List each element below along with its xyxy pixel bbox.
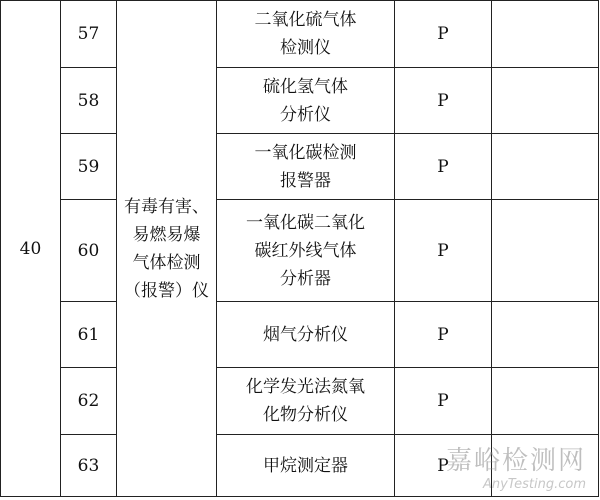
instrument-name-text: 甲烷测定器 xyxy=(263,455,348,476)
table-row xyxy=(1,68,599,134)
instrument-name-text: 一氧化碳二氧化 碳红外线气体 分析器 xyxy=(246,212,365,289)
instrument-name xyxy=(217,435,395,497)
table-row xyxy=(1,134,599,200)
row-number: 61 xyxy=(61,302,117,368)
mark-cell: P xyxy=(395,200,492,302)
category-text: 有毒有害、 易燃易爆 气体检测 （报警）仪 xyxy=(124,196,209,301)
table-row xyxy=(1,200,599,302)
instrument-name xyxy=(217,1,395,68)
instrument-name-text: 二氧化硫气体 检测仪 xyxy=(254,10,357,58)
instrument-name-text: 烟气分析仪 xyxy=(263,324,348,345)
note-cell xyxy=(492,200,599,302)
note-cell xyxy=(492,1,599,68)
mark-cell: P xyxy=(395,302,492,368)
mark-cell: P xyxy=(395,68,492,134)
instrument-name xyxy=(217,302,395,368)
instrument-name xyxy=(217,368,395,435)
instrument-name-text: 一氧化碳检测 报警器 xyxy=(254,142,357,191)
row-number: 60 xyxy=(61,200,117,302)
row-number: 62 xyxy=(61,368,117,435)
instrument-name xyxy=(217,134,395,200)
row-number: 63 xyxy=(61,435,117,497)
note-cell xyxy=(492,368,599,435)
instrument-name xyxy=(217,200,395,302)
row-number: 58 xyxy=(61,68,117,134)
watermark-cn: 嘉峪检测网 xyxy=(445,446,586,476)
mark-cell: P xyxy=(395,435,492,497)
table-row xyxy=(1,302,599,368)
instrument-name-text: 化学发光法氮氧 化物分析仪 xyxy=(246,377,365,425)
instrument-name-text: 硫化氢气体 分析仪 xyxy=(263,76,348,125)
table-row xyxy=(1,368,599,435)
note-cell xyxy=(492,68,599,134)
note-cell xyxy=(492,302,599,368)
group-number: 40 xyxy=(1,1,61,497)
row-number: 57 xyxy=(61,1,117,68)
watermark-en: AnyTesting.com xyxy=(482,477,586,492)
watermark xyxy=(446,440,586,492)
category-name xyxy=(117,1,217,497)
table-row xyxy=(1,1,599,68)
instrument-name xyxy=(217,68,395,134)
mark-cell: P xyxy=(395,1,492,68)
row-number: 59 xyxy=(61,134,117,200)
mark-cell: P xyxy=(395,368,492,435)
mark-cell: P xyxy=(395,134,492,200)
note-cell xyxy=(492,134,599,200)
